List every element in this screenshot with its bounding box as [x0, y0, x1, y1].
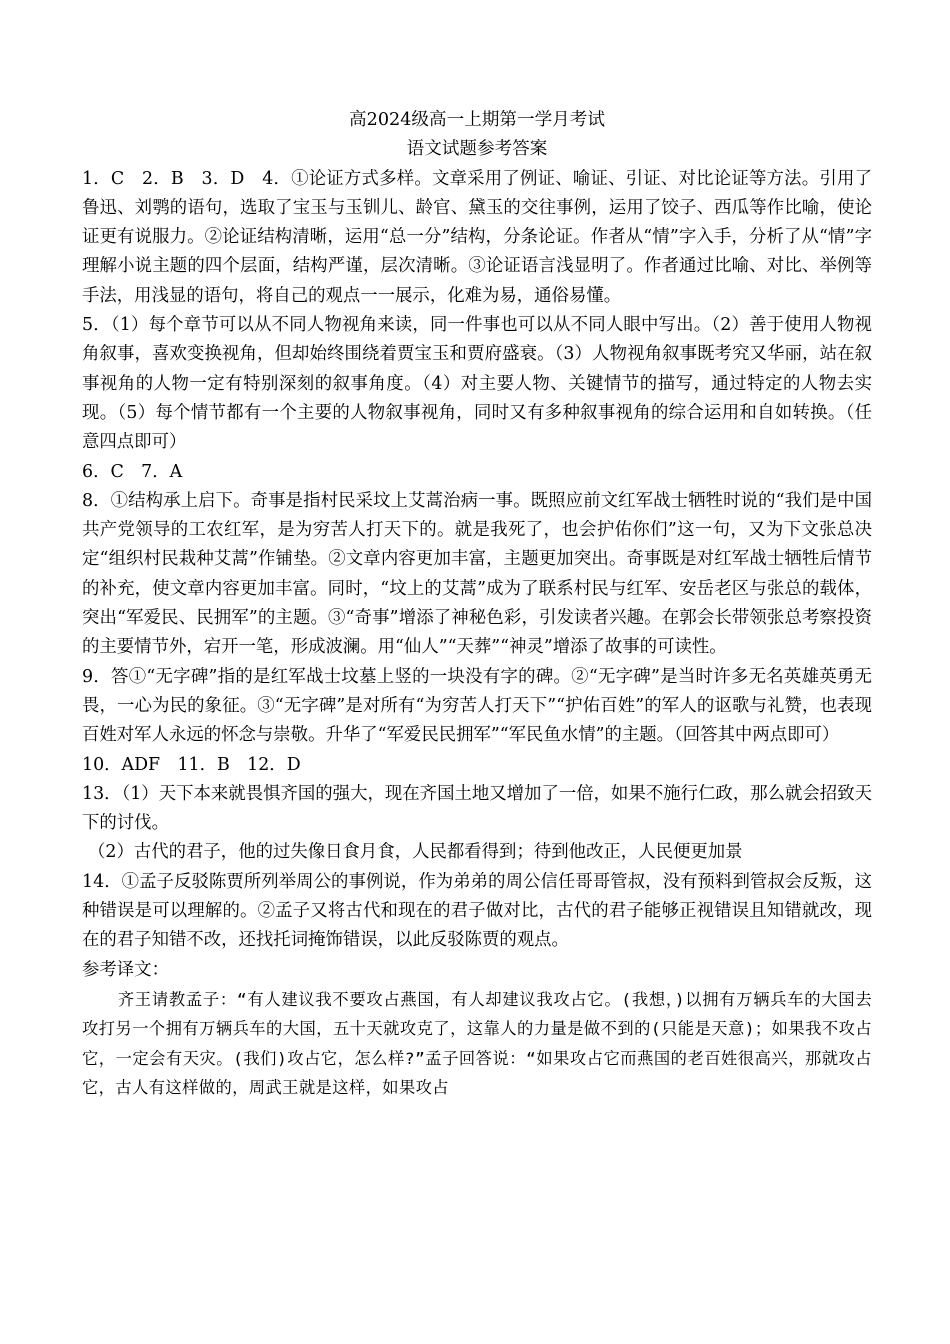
answer-q14: 14．①孟子反驳陈贾所列举周公的事例说，作为弟弟的周公信任哥哥管叔，没有预料到管叔会反叛，这种错误是可以理解的。②孟子又将古代和现在的君子做对比，古代的君子能够正视错误且知错就改，现在的君子知错不改，还找托词掩饰错误，以此反驳陈贾的观点。 [82, 871, 872, 951]
answer-sheet [82, 106, 872, 1103]
answer-q1-4: 1．C 2．B 3．D 4．①论证方式多样。文章采用了例证、喻证、引证、对比论证等方法。引用了鲁迅、刘鹗的语句，选取了宝玉与玉钏儿、龄官、黛玉的交往事例，运用了饺子、西瓜等作比喻，使论证更有说服力。②论证结构清晰，运用“总一分”结构，分条论证。作者从“情”字入手，分析了从“情”字理解小说主题的四个层面，结构严谨，层次清晰。③论证语言浅显明了。作者通过比喻、对比、举例等手法，用浅显的语句，将自己的观点一一展示，化难为易，通俗易懂。 [82, 168, 872, 306]
answer-q13-part1: 13．（1）天下本来就畏惧齐国的强大，现在齐国土地又增加了一倍，如果不施行仁政，那么就会招致天下的讨伐。 [82, 783, 872, 834]
answer-q9: 9．答①“无字碑”指的是红军战士坟墓上竖的一块没有字的碑。②“无字碑”是当时许多无名英雄英勇无畏，一心为民的象征。③“无字碑”是对所有“为穷苦人打天下”“护佑百姓”的军人的讴歌与礼赞，也表现百姓对军人永远的怀念与崇敬。升华了“军爱民民拥军”“军民鱼水情”的主题。（回答其中两点即可） [82, 666, 872, 746]
translation-heading: 参考译文： [82, 959, 169, 980]
answer-q5: 5．（1）每个章节可以从不同人物视角来读，同一件事也可以从不同人眼中写出。（2）善于使用人物视角叙事，喜欢变换视角，但却始终围绕着贾宝玉和贾府盛衰。（3）人物视角叙事既考究又华丽，站在叙事视角的人物一定有特别深刻的叙事角度。（4）对主要人物、关键情节的描写，通过特定的人物去实现。（5）每个情节都有一个主要的人物叙事视角，同时又有多种叙事视角的综合运用和自如转换。（任意四点即可） [82, 315, 872, 453]
translation-body: 齐王请教孟子：“有人建议我不要攻占燕国，有人却建议我攻占它。(我想，)以拥有万辆兵车的大国去攻打另一个拥有万辆兵车的大国，五十天就攻克了，这靠人的力量是做不到的(只能是天意)；如果我不攻占它，一定会有天灾。(我们)攻占它，怎么样?”孟子回答说：“如果攻占它而燕国的老百姓很高兴，那就攻占它，古人有这样做的，周武王就是这样，如果攻占 [82, 989, 872, 1098]
answer-q13-part2: （2）古代的君子，他的过失像日食月食，人民都看得到；待到他改正，人民便更加景 [88, 842, 743, 863]
exam-title: 高2024级高一上期第一学月考试 [349, 110, 605, 130]
answer-q6-7: 6．C 7．A [82, 461, 183, 482]
answer-q8: 8．①结构承上启下。奇事是指村民采坟上艾蒿治病一事。既照应前文红军战士牺牲时说的“我们是中国共产党领导的工农红军，是为穷苦人打天下的。就是我死了，也会护佑你们”这一句，又为下文张总决定“组织村民栽种艾蒿”作铺垫。②文章内容更加丰富，主题更加突出。奇事既是对红军战士牺牲后情节的补充，使文章内容更加丰富。同时，“坟上的艾蒿”成为了联系村民与红军、安岳老区与张总的载体，突出“军爱民、民拥军”的主题。③“奇事”增添了神秘色彩，引发读者兴趣。在郭会长带领张总考察投资的主要情节外，宕开一笔，形成波澜。用“仙人”“天葬”“神灵”增添了故事的可读性。 [82, 490, 872, 658]
document-subtitle: 语文试题参考答案 [406, 139, 548, 160]
answer-q10-12: 10．ADF 11．B 12．D [82, 754, 301, 775]
